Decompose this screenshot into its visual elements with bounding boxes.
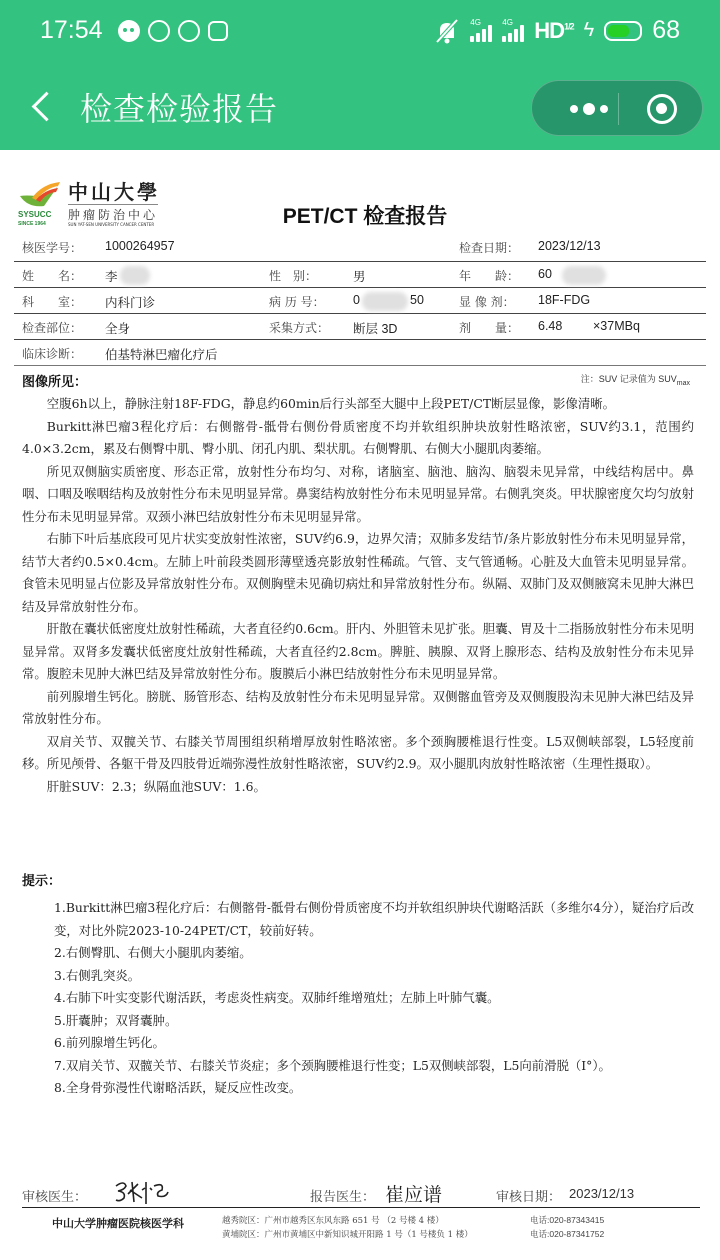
reporter-label: 报告医生： [310,1190,376,1205]
capsule-divider [618,93,619,125]
tip-item: 5.肝囊肿；双肾囊肿。 [54,1012,178,1028]
app-badge-icon [208,21,228,41]
logo-en-name: SUN YAT-SEN UNIVERSITY CANCER CENTER [68,222,155,227]
close-miniprogram-button[interactable] [647,94,677,124]
notification-icons [118,20,228,42]
exam-date-label: 检查日期： [459,241,520,255]
findings-paragraph: 双肩关节、双髋关节、右膝关节周围组织稍增厚放射性略浓密。多个颈胸腰椎退行性变。L5双侧峡部裂，L5轻度前移。所见颅骨、各躯干骨及四肢骨近端弥漫性放射性略浓密，SUV约2.9。双小腿肌肉放射性略浓密（生理性摄取）。 [22,733,694,771]
network-2-label: 4G [502,17,513,27]
suv-note-sub: max [676,379,690,387]
signal-2-icon [502,17,524,42]
findings-text [22,393,694,798]
findings-heading: 图像所见： [22,375,88,390]
review-date-label: 审核日期： [496,1190,562,1205]
name-value: 李 [105,270,118,284]
tips-heading: 提示： [22,874,62,889]
tip-item: 6.前列腺增生钙化。 [54,1035,165,1050]
site-label: 检查部位： [22,321,83,335]
findings-paragraph: Burkitt淋巴瘤3程化疗后：右侧髂骨-骶骨右侧份骨质密度不均并软组织肿块放射性略浓密，SUV约3.1，范围约4.0×3.2cm，累及右侧臀中肌、臀小肌、闭孔内肌、梨状肌。右侧臀肌、右侧大小腿肌肉萎缩。 [22,418,694,456]
footer-address-1: 越秀院区：广州市越秀区东风东路 651 号 （2 号楼 4 楼） [222,1216,444,1226]
gender-value: 男 [353,270,366,284]
app-header [0,0,720,150]
hd-label: HD [534,17,565,43]
battery-percent: 68 [652,16,680,44]
logo-cn-name: 中山大學 [68,180,160,204]
more-options-button[interactable] [560,101,618,117]
tip-item: 7.双肩关节、双髋关节、右膝关节炎症；多个颈胸腰椎退行性变；L5双侧峡部裂，L5向前滑脱（I°）。 [54,1057,611,1073]
report-document [0,150,720,1260]
findings-paragraph: 所见双侧脑实质密度、形态正常，放射性分布均匀、对称，诸脑室、脑池、脑沟、脑裂未见异常，中线结构居中。鼻咽、口咽及喉咽结构及放射性分布未见明显异常。鼻窦结构放射性分布未见明显异常。右侧乳突炎。甲状腺密度欠均匀放射性分布未见明显异常。双颈小淋巴结放射性分布未见明显异常。 [22,463,694,524]
footer-phone-1: 电话:020-87343415 [530,1215,605,1225]
suv-note [581,372,690,387]
agent-value: 18F-FDG [538,293,591,307]
method-value: 断层 3D [353,322,398,336]
findings-paragraph: 空腹6h以上，静脉注射18F-FDG，静息约60min后行头部至大腿中上段PET/CT断层显像，影像清晰。 [46,396,615,411]
tip-item: 2.右侧臀肌、右侧大小腿肌肉萎缩。 [54,945,252,960]
nuclear-id-value: 1000264957 [105,239,175,253]
record-suffix: 50 [410,293,424,307]
gender-label: 性 别： [269,269,318,283]
diagnosis-value: 伯基特淋巴瘤化疗后 [105,348,218,362]
reviewer-label: 审核医生： [22,1190,88,1205]
dept-label: 科 室： [22,295,83,309]
info-row-id [14,234,706,262]
findings-paragraph: 肝散在囊状低密度灶放射性稀疏，大者直径约0.6cm。肝内、外胆管未见扩张。胆囊、胃及十二指肠放射性分布未见明显异常。双肾多发囊状低密度灶放射性稀疏，大者直径约2.8cm。脾脏、胰腺、双肾上腺形态、结构及放射性分布未见异常。腹腔未见肿大淋巴结及异常放射性分布。腹膜后小淋巴结放射性分布未见明显异常。 [22,621,694,681]
tip-item: 4.右肺下叶实变影代谢活跃，考虑炎性病变。双肺纤维增殖灶；左肺上叶肺气囊。 [54,990,500,1005]
page-title: 检查检验报告 [80,90,279,128]
tips-list [54,897,694,1100]
miniprogram-capsule [531,80,703,136]
suv-note-text: 注：SUV 记录值为 SUV [580,374,677,384]
info-row-diagnosis [14,340,706,366]
wechat-icon [118,20,140,42]
age-redaction [562,266,606,285]
name-label: 姓 名： [22,269,83,283]
record-label: 病 历 号： [269,295,325,309]
review-date-value: 2023/12/13 [569,1186,635,1201]
nav-bar [0,72,720,142]
agent-label: 显 像 剂： [459,295,515,309]
hd-voice-indicator [534,18,573,44]
info-row-name [14,262,706,288]
signature-row [22,1184,700,1208]
status-time: 17:54 [40,16,103,44]
tip-item: 8.全身骨弥漫性代谢略活跃，疑反应性改变。 [54,1080,302,1095]
status-bar [0,0,720,62]
bell-muted-icon [434,18,460,44]
reporter-name: 崔应谱 [385,1184,443,1206]
battery-fill [608,25,628,37]
info-row-dept [14,288,706,314]
findings-paragraph: 肝脏SUV：2.3；纵隔血池SUV：1.6。 [46,778,266,794]
signal-1-icon [470,17,492,42]
charging-icon: ϟ [583,19,595,41]
mobile-app-icon [178,20,200,42]
dose-unit: ×37MBq [593,319,640,333]
hd-sub: 1/2 [564,21,574,32]
back-button[interactable] [28,88,58,128]
method-label: 采集方式： [269,321,330,335]
reviewer-signature-image [112,1178,172,1206]
dose-value: 6.48 [538,319,563,333]
dept-value: 内科门诊 [105,296,156,310]
age-value: 60 [538,267,552,281]
system-indicators [434,16,680,45]
tip-item: 3.右侧乳突炎。 [54,967,141,983]
dose-label: 剂 量： [459,321,520,335]
exam-date-value: 2023/12/13 [538,239,601,253]
name-redaction [120,266,150,285]
diagnosis-label: 临床诊断： [22,347,83,361]
age-label: 年 龄： [459,269,520,283]
tip-item: 1.Burkitt淋巴瘤3程化疗后：右侧髂骨-骶骨右侧份骨质密度不均并软组织肿块代谢略活跃（多维尔4分），疑治疗后改变，对比外院2023-10-24PET/CT，较前好转。 [54,900,694,938]
report-title: PET/CT 检查报告 [282,205,448,228]
footer-phone-2: 电话:020-87341752 [530,1229,605,1239]
record-prefix: 0 [353,293,360,307]
footer-department: 中山大学肿瘤医院核医学科 [52,1217,184,1230]
info-row-site [14,314,706,340]
logo-sub-name: 肿瘤防治中心 [68,204,158,223]
record-redaction [362,292,408,311]
chat-bubble-icon [148,20,170,42]
network-1-label: 4G [470,17,481,27]
patient-info-table [14,234,706,366]
logo-abbr: SYSUCC [18,210,52,219]
nuclear-id-label: 核医学号： [22,241,83,255]
site-value: 全身 [105,322,131,336]
findings-paragraph: 右肺下叶后基底段可见片状实变放射性浓密，SUV约6.9，边界欠清；双肺多发结节/条片影放射性分布未见明显异常，结节大者约0.5×0.4cm。左肺上叶前段类圆形薄壁透亮影放射性稀疏。气管、支气管通畅。心脏及大血管未见明显异常。食管未见明显占位影及异常放射性分布。双侧胸壁未见确切病灶和异常放射性分布。纵隔、双肺门及双侧腋窝未见肿大淋巴结及异常放射性分布。 [22,531,694,614]
footer-address-2: 黄埔院区：广州市黄埔区中新知识城开阳路 1 号（1 号楼负 1 楼） [222,1230,473,1240]
logo-since: SINCE 1964 [18,221,46,227]
battery-icon [604,21,642,41]
findings-paragraph: 前列腺增生钙化。膀胱、肠管形态、结构及放射性分布未见明显异常。双侧髂血管旁及双侧腹股沟未见肿大淋巴结及异常放射性分布。 [22,688,694,726]
